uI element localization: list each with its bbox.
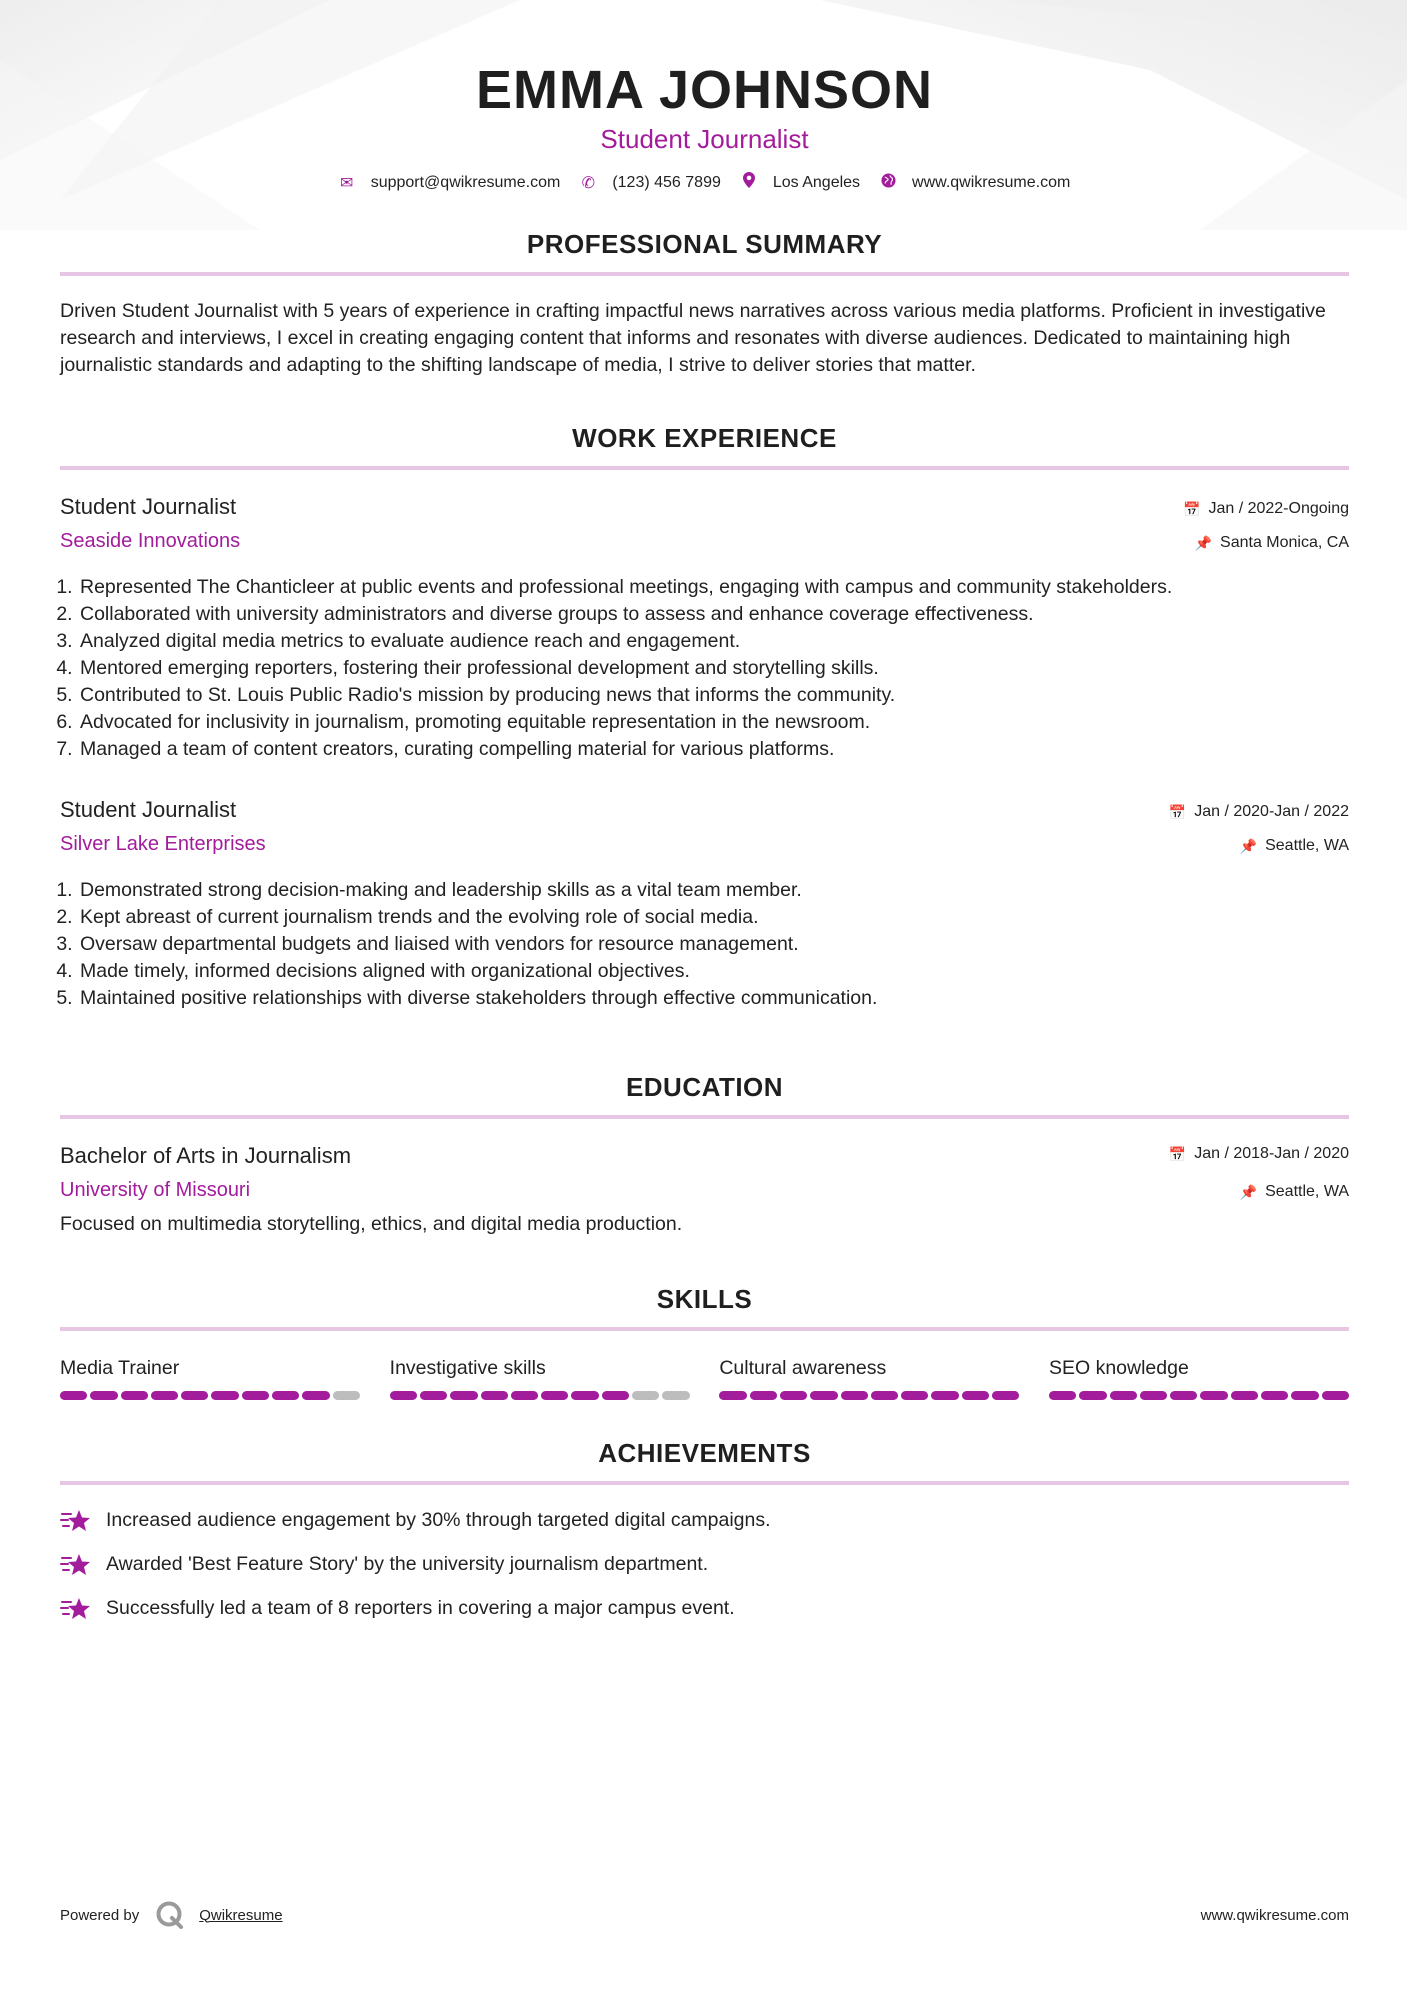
job-bullet: 5. Contributed to St. Louis Public Radio's mission by producing news that informs the community. — [78, 682, 1349, 709]
calendar-icon: 📅 — [1168, 804, 1187, 820]
job-bullet: 3. Oversaw departmental budgets and liaised with vendors for resource management. — [78, 931, 1349, 958]
education-section — [60, 1072, 1349, 1238]
job-location — [1169, 835, 1349, 857]
skill-segment-filled — [1291, 1391, 1318, 1400]
job-bullet: 2. Collaborated with university administrators and diverse groups to assess and enhance coverage effectiveness. — [78, 601, 1349, 628]
summary-section — [60, 229, 1349, 379]
skill-segment-filled — [272, 1391, 299, 1400]
contact-location-text: Los Angeles — [772, 173, 861, 191]
job-dates-text: Jan / 2022-Ongoing — [1208, 500, 1349, 517]
contact-location — [741, 172, 860, 193]
job-bullet: 3. Analyzed digital media metrics to evaluate audience reach and engagement. — [78, 628, 1349, 655]
skill-segment-filled — [962, 1391, 989, 1400]
job-location — [1183, 532, 1349, 554]
pushpin-icon: 📌 — [1239, 1184, 1258, 1200]
shooting-star-icon — [60, 1508, 92, 1534]
job-bullets — [60, 877, 1349, 1012]
education-meta — [1169, 1141, 1349, 1205]
skill-item — [719, 1355, 1019, 1400]
job-role: Student Journalist — [60, 797, 237, 822]
education-description: Focused on multimedia storytelling, ethics, and digital media production. — [60, 1213, 683, 1235]
pushpin-icon: 📌 — [1194, 535, 1213, 551]
skill-segment-filled — [1261, 1391, 1288, 1400]
skill-name: Investigative skills — [389, 1357, 546, 1379]
skill-segment-filled — [602, 1391, 629, 1400]
skills-heading: SKILLS — [60, 1284, 1349, 1331]
skill-segment-empty — [662, 1391, 689, 1400]
pushpin-icon: 📌 — [1239, 838, 1258, 854]
skill-segment-filled — [302, 1391, 329, 1400]
job-bullet: 1. Demonstrated strong decision-making and leadership skills as a vital team member. — [78, 877, 1349, 904]
contact-website[interactable] — [880, 173, 1070, 193]
skill-rating-bar — [719, 1391, 1019, 1400]
page-footer — [60, 1900, 1349, 1930]
contact-phone-text: (123) 456 7899 — [612, 173, 721, 191]
job-dates — [1183, 498, 1349, 520]
job-bullet: 5. Maintained positive relationships with diverse stakeholders through effective communication. — [78, 985, 1349, 1012]
education-location — [1169, 1181, 1349, 1203]
skill-segment-filled — [1140, 1391, 1167, 1400]
globe-icon — [880, 173, 896, 193]
job-location-text: Seattle, WA — [1265, 837, 1349, 854]
contact-website-text: www.qwikresume.com — [912, 173, 1071, 191]
education-location-text: Seattle, WA — [1265, 1183, 1349, 1200]
achievement-text: Awarded 'Best Feature Story' by the university journalism department. — [106, 1553, 709, 1575]
candidate-title: Student Journalist — [600, 124, 809, 154]
envelope-icon: ✉ — [339, 174, 354, 192]
job-bullet: 6. Advocated for inclusivity in journalism, promoting equitable representation in the newsroom. — [78, 709, 1349, 736]
skill-segment-filled — [151, 1391, 178, 1400]
achievement-item — [60, 1507, 1349, 1534]
skill-segment-filled — [541, 1391, 568, 1400]
skill-segment-empty — [632, 1391, 659, 1400]
education-school: University of Missouri — [60, 1179, 251, 1201]
skill-segment-empty — [333, 1391, 360, 1400]
education-dates-text: Jan / 2018-Jan / 2020 — [1194, 1145, 1349, 1162]
job-bullet: 4. Made timely, informed decisions aligned with organizational objectives. — [78, 958, 1349, 985]
summary-text: Driven Student Journalist with 5 years of experience in crafting impactful news narratives across various media platforms. Proficient in investigative research and interviews, I excel in creating engaging content that informs and resonates with diverse audiences. Dedicated to maintaining high journalistic standards and adapting to the shifting landscape of media, I strive to deliver stories that matter. — [60, 300, 1326, 376]
skill-item — [1049, 1355, 1349, 1400]
map-pin-icon — [741, 172, 757, 193]
achievement-item — [60, 1595, 1349, 1622]
contact-email-text: support@qwikresume.com — [370, 173, 561, 191]
skill-segment-filled — [181, 1391, 208, 1400]
footer-branding — [60, 1900, 283, 1930]
phone-icon: ✆ — [581, 174, 596, 192]
powered-by-label: Powered by — [60, 1906, 140, 1924]
skill-segment-filled — [121, 1391, 148, 1400]
summary-heading: PROFESSIONAL SUMMARY — [60, 229, 1349, 276]
experience-heading: WORK EXPERIENCE — [60, 423, 1349, 470]
experience-section — [60, 423, 1349, 1012]
job-titles — [60, 492, 240, 556]
skill-rating-bar — [60, 1391, 360, 1400]
job-dates-text: Jan / 2020-Jan / 2022 — [1194, 803, 1349, 820]
achievements-list — [60, 1507, 1349, 1622]
skill-item — [390, 1355, 690, 1400]
skill-segment-filled — [871, 1391, 898, 1400]
achievement-text: Successfully led a team of 8 reporters in covering a major campus event. — [106, 1597, 735, 1619]
skill-segment-filled — [1200, 1391, 1227, 1400]
brand-link[interactable]: Qwikresume — [199, 1906, 283, 1924]
job-bullets — [60, 574, 1349, 763]
job-header — [60, 492, 1349, 556]
resume-header — [60, 0, 1349, 193]
contact-phone[interactable] — [580, 173, 721, 193]
achievements-heading: ACHIEVEMENTS — [60, 1438, 1349, 1485]
footer-website-link[interactable]: www.qwikresume.com — [1200, 1906, 1349, 1924]
education-dates — [1169, 1143, 1349, 1165]
job-role: Student Journalist — [60, 494, 237, 519]
education-heading: EDUCATION — [60, 1072, 1349, 1119]
skill-segment-filled — [242, 1391, 269, 1400]
calendar-icon: 📅 — [1168, 1146, 1187, 1162]
skill-segment-filled — [1110, 1391, 1137, 1400]
skill-segment-filled — [992, 1391, 1019, 1400]
resume-content — [60, 0, 1349, 1639]
skill-rating-bar — [390, 1391, 690, 1400]
skill-segment-filled — [481, 1391, 508, 1400]
education-header — [60, 1141, 1349, 1205]
job-company: Seaside Innovations — [60, 530, 241, 552]
achievement-item — [60, 1551, 1349, 1578]
skill-segment-filled — [1049, 1391, 1076, 1400]
candidate-name: EMMA JOHNSON — [475, 60, 934, 120]
skill-segment-filled — [1322, 1391, 1349, 1400]
job-bullet: 7. Managed a team of content creators, curating compelling material for various platforms. — [78, 736, 1349, 763]
job-header — [60, 795, 1349, 859]
job-location-text: Santa Monica, CA — [1220, 534, 1349, 551]
job-entry — [60, 492, 1349, 763]
skill-segment-filled — [60, 1391, 87, 1400]
contact-email[interactable] — [339, 173, 561, 193]
skill-segment-filled — [931, 1391, 958, 1400]
job-company: Silver Lake Enterprises — [60, 833, 266, 855]
job-titles — [60, 795, 266, 859]
contact-bar — [60, 172, 1349, 193]
skill-segment-filled — [1231, 1391, 1258, 1400]
skills-section — [60, 1284, 1349, 1400]
skill-segment-filled — [571, 1391, 598, 1400]
skill-segment-filled — [90, 1391, 117, 1400]
calendar-icon: 📅 — [1183, 501, 1201, 517]
skill-segment-filled — [901, 1391, 928, 1400]
skill-rating-bar — [1049, 1391, 1349, 1400]
skill-segment-filled — [511, 1391, 538, 1400]
skill-segment-filled — [841, 1391, 868, 1400]
skill-segment-filled — [420, 1391, 447, 1400]
shooting-star-icon — [60, 1552, 92, 1578]
job-bullet: 1. Represented The Chanticleer at public events and professional meetings, engaging with campus and community stakeholders. — [78, 574, 1349, 601]
achievements-section — [60, 1438, 1349, 1622]
skill-name: Cultural awareness — [719, 1357, 887, 1379]
skill-segment-filled — [1079, 1391, 1106, 1400]
skill-segment-filled — [450, 1391, 477, 1400]
skill-item — [60, 1355, 360, 1400]
skill-segment-filled — [211, 1391, 238, 1400]
skill-segment-filled — [750, 1391, 777, 1400]
education-entry — [60, 1141, 1349, 1238]
education-titles — [60, 1141, 351, 1205]
job-dates — [1169, 801, 1349, 823]
skill-segment-filled — [390, 1391, 417, 1400]
job-meta — [1169, 795, 1349, 859]
achievement-text: Increased audience engagement by 30% through targeted digital campaigns. — [106, 1509, 771, 1531]
skills-list — [60, 1355, 1349, 1400]
skill-segment-filled — [810, 1391, 837, 1400]
job-meta — [1183, 492, 1349, 556]
skill-name: SEO knowledge — [1048, 1357, 1189, 1379]
job-entry — [60, 795, 1349, 1012]
skill-name: Media Trainer — [60, 1357, 180, 1379]
skill-segment-filled — [780, 1391, 807, 1400]
job-bullet: 2. Kept abreast of current journalism trends and the evolving role of social media. — [78, 904, 1349, 931]
education-degree: Bachelor of Arts in Journalism — [60, 1143, 352, 1168]
shooting-star-icon — [60, 1596, 92, 1622]
skill-segment-filled — [719, 1391, 746, 1400]
skill-segment-filled — [1170, 1391, 1197, 1400]
job-bullet: 4. Mentored emerging reporters, fostering their professional development and storytelling skills. — [78, 655, 1349, 682]
qwikresume-logo-icon — [155, 1900, 185, 1930]
